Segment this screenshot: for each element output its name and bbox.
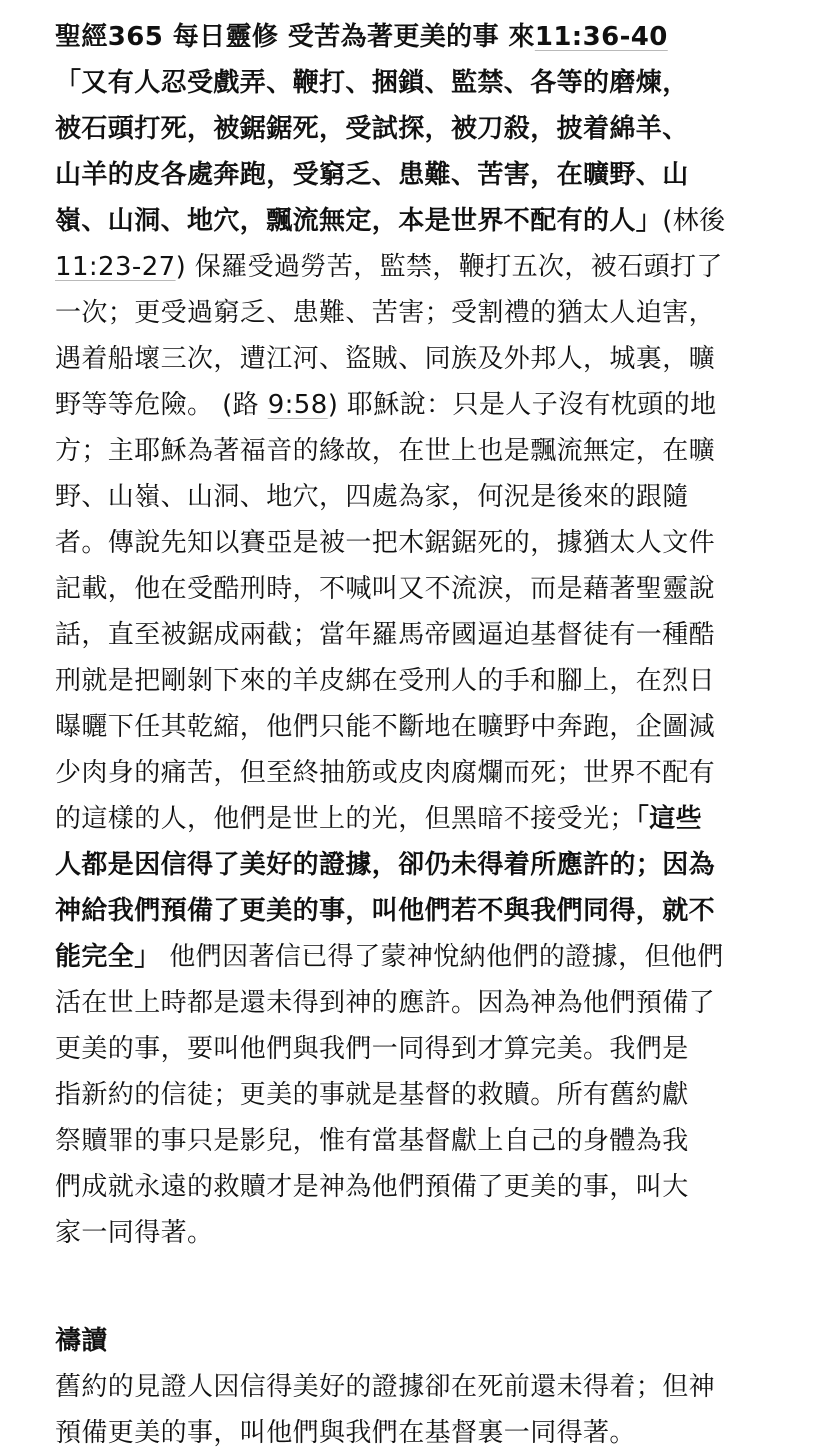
prayer-heading: 禱讀 — [55, 1326, 108, 1356]
body-line-19: 神給我們預備了更美的事，叫他們若不與我們同得，就不 — [55, 896, 716, 926]
body-line-22: 更美的事，要叫他們與我們一同得到才算完美。我們是 — [55, 1034, 689, 1064]
body-line-10: 野、山嶺、山洞、地穴，四處為家，何況是後來的跟隨 — [55, 482, 689, 512]
body-line-1: 「又有人忍受戲弄、鞭打、捆鎖、監禁、各等的磨煉， — [55, 68, 689, 98]
title-scripture-ref[interactable]: 11:36-40 — [534, 22, 668, 52]
devotional-document — [55, 14, 773, 1456]
body-line-8 — [55, 382, 773, 428]
body-line-5-text: ) 保羅受過勞苦，監禁，鞭打五次，被石頭打了 — [175, 252, 723, 282]
body-line-20 — [55, 934, 773, 980]
quote-start: 「這些 — [635, 804, 703, 834]
quote-close: 能完全」 — [55, 942, 161, 972]
cross-ref-start: (林後 — [662, 206, 726, 236]
body-line-3: 山羊的皮各處奔跑，受窮乏、患難、苦害，在曠野、山 — [55, 160, 689, 190]
body-line-4 — [55, 198, 773, 244]
body-line-2: 被石頭打死，被鋸鋸死，受試探，被刀殺，披着綿羊、 — [55, 114, 689, 144]
body-line-6: 一次；更受過窮乏、患難、苦害；受割禮的猶太人迫害， — [55, 298, 716, 328]
body-line-21: 活在世上時都是還未得到神的應許。因為神為他們預備了 — [55, 988, 716, 1018]
prayer-line-2: 預備更美的事，叫他們與我們在基督裏一同得著。 — [55, 1418, 636, 1448]
body-line-24: 祭贖罪的事只是影兒，惟有當基督獻上自己的身體為我 — [55, 1126, 689, 1156]
devotional-title — [55, 14, 773, 60]
body-line-5 — [55, 244, 773, 290]
body-line-18: 人都是因信得了美好的證據，卻仍未得着所應許的；因為 — [55, 850, 716, 880]
body-line-17 — [55, 796, 773, 842]
body-line-11: 者。傳說先知以賽亞是被一把木鋸鋸死的，據猶太人文件 — [55, 528, 716, 558]
body-line-12: 記載，他在受酷刑時，不喊叫又不流淚，而是藉著聖靈說 — [55, 574, 716, 604]
body-line-14: 刑就是把剛剝下來的羊皮綁在受刑人的手和腳上，在烈日 — [55, 666, 716, 696]
quote-end: 嶺、山洞、地穴，飄流無定，本是世界不配有的人」 — [55, 206, 663, 236]
body-line-25: 們成就永遠的救贖才是神為他們預備了更美的事，叫大 — [55, 1172, 689, 1202]
prayer-line-1: 舊約的見證人因信得美好的證據卻在死前還未得着；但神 — [55, 1372, 716, 1402]
scripture-ref-2cor[interactable]: 11:23-27 — [55, 252, 176, 282]
body-line-15: 曝曬下任其乾縮，他們只能不斷地在曠野中奔跑，企圖減 — [55, 712, 716, 742]
body-line-20-text: 他們因著信已得了蒙神悅納他們的證據，但他們 — [160, 942, 724, 972]
body-line-7: 遇着船壞三次，遭江河、盜賊、同族及外邦人，城裏，曠 — [55, 344, 716, 374]
section-spacer — [55, 1256, 773, 1318]
body-line-8-text: ) 耶穌說：只是人子沒有枕頭的地 — [327, 390, 717, 420]
body-line-13: 話，直至被鋸成兩截；當年羅馬帝國逼迫基督徒有一種酷 — [55, 620, 716, 650]
body-line-23: 指新約的信徒；更美的事就是基督的救贖。所有舊約獻 — [55, 1080, 689, 1110]
body-line-26: 家一同得著。 — [55, 1218, 214, 1248]
body-line-8-pre: 野等等危險。 (路 — [55, 390, 268, 420]
body-line-16: 少肉身的痛苦，但至終抽筋或皮肉腐爛而死；世界不配有 — [55, 758, 716, 788]
title-text: 聖經365 每日靈修 受苦為著更美的事 來 — [55, 22, 535, 52]
body-line-9: 方；主耶穌為著福音的緣故，在世上也是飄流無定，在曠 — [55, 436, 716, 466]
body-line-17-text: 的這樣的人，他們是世上的光，但黑暗不接受光； — [55, 804, 636, 834]
scripture-ref-luke[interactable]: 9:58 — [267, 390, 328, 420]
